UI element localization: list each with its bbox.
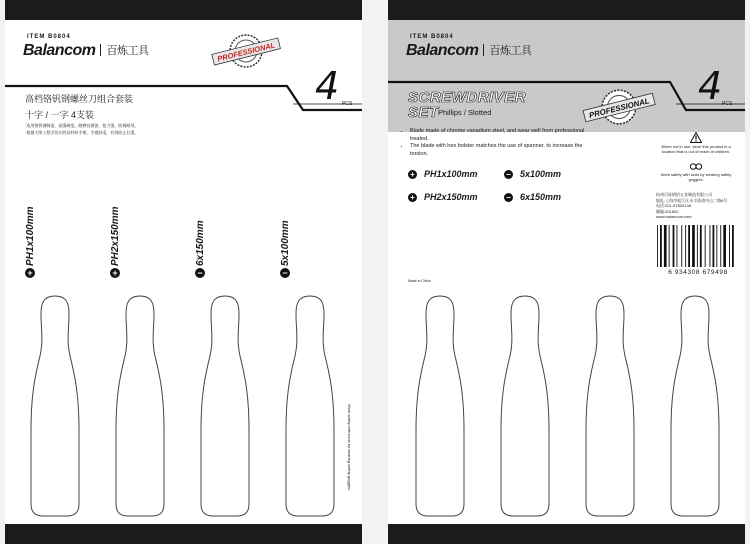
spec-label: PH1x100mm (424, 169, 478, 179)
company-info (656, 192, 727, 220)
screwdriver-slot-outline (665, 290, 725, 520)
cn-title: 高档铬钒钢螺丝刀组合套装 (25, 94, 134, 104)
company-line: www.balancom.com (656, 214, 692, 219)
goggles-icon (690, 162, 702, 171)
slotted-icon: − (280, 268, 290, 278)
company-line: 杭州百炼钢铝五金制造有限公司 (656, 192, 712, 197)
brand-logo (406, 42, 531, 60)
screwdriver-slot-outline (495, 290, 555, 520)
feature-list (402, 128, 585, 158)
cn-bullet: ·根据大师工程学设计的双材料手柄，手感舒适，有效防止打滑。 (25, 130, 139, 135)
brand-logo (23, 42, 148, 60)
brand-divider (483, 44, 484, 56)
phillips-icon: + (110, 268, 120, 278)
top-band (388, 0, 745, 20)
cn-bullet: ·选用铬钒钢制造，高强硬度，耐磨抗锈蚀，扭力强，防锈耐用。 (25, 123, 139, 128)
screwdriver-slot-outline (195, 290, 255, 520)
phillips-icon: + (408, 170, 417, 179)
slotted-icon: − (504, 170, 513, 179)
company-line: 电话:021-57820138 (656, 203, 691, 208)
spec-label: PH2x150mm (424, 192, 478, 202)
goggles-warning: Work safely with tools by wearing safety goggles. (660, 172, 732, 182)
spec-label: 6x150mm (520, 192, 562, 202)
pcs-label: PCS (722, 101, 733, 107)
brand-name-cn: 百炼工具 (489, 45, 532, 57)
barcode-number: 6 934308 679498 (668, 269, 728, 276)
item-number: ITEM B0804 (410, 34, 454, 40)
slotted-icon: − (504, 193, 513, 202)
phillips-icon: + (25, 268, 35, 278)
product-title-line1: SCREWDRIVER (408, 89, 527, 106)
screwdriver-slot-outline (410, 290, 470, 520)
company-line: 邮编:201600 (656, 208, 679, 214)
children-warning: When not in use, store this product in a location that is out of reach of children. (661, 144, 731, 154)
front-card (5, 0, 362, 544)
feature-item: • The blade with hex bolster matches the use of spanner, to increase the torsion. (410, 143, 585, 158)
product-subtitle: Phillips / Slotted (438, 108, 492, 117)
top-band (5, 0, 362, 20)
bottom-band (5, 524, 362, 544)
pcs-count: 4 (698, 64, 723, 108)
pcs-count: 4 (315, 64, 340, 108)
back-card (388, 0, 745, 544)
brand-name: Balancom (23, 42, 96, 59)
screwdriver-slot-outline (280, 290, 340, 520)
seal-text: PROFESSIONAL (588, 96, 651, 121)
made-in-label: Made in China (408, 279, 431, 283)
warning-triangle-icon (690, 132, 702, 143)
brand-divider (100, 44, 101, 56)
screwdriver-slot-outline (580, 290, 640, 520)
seal-text: PROFESSIONAL (216, 40, 277, 64)
spec-label: 6x150mm (195, 220, 206, 266)
phillips-icon: + (408, 193, 417, 202)
company-line: 地址:上海市松江区永丰街道中山二路6号 (656, 197, 728, 203)
cn-bullet-list (25, 122, 138, 136)
cn-subtitle: 十字 / 一字 4支装 (25, 110, 95, 120)
screwdriver-slot-outline (25, 290, 85, 520)
spec-label: 5x100mm (520, 169, 562, 179)
bottom-band (388, 524, 745, 544)
spec-label: PH1x100mm (25, 206, 36, 266)
barcode-icon (655, 225, 739, 267)
spec-label: PH2x150mm (110, 206, 121, 266)
slotted-icon: − (195, 268, 205, 278)
product-title-line2: SET (408, 104, 439, 121)
brand-name: Balancom (406, 42, 479, 59)
screwdriver-slot-outline (110, 290, 170, 520)
side-safety-note: Work safely with tools by wearing safety goggles. (347, 404, 352, 492)
pcs-label: PCS (342, 101, 353, 107)
brand-name-cn: 百炼工具 (106, 45, 149, 57)
spec-label: 5x100mm (280, 220, 291, 266)
feature-item: • Blade made of chrome vanadium steel, and wear well from professional treated. (410, 128, 585, 143)
item-number: ITEM B0804 (27, 34, 71, 40)
